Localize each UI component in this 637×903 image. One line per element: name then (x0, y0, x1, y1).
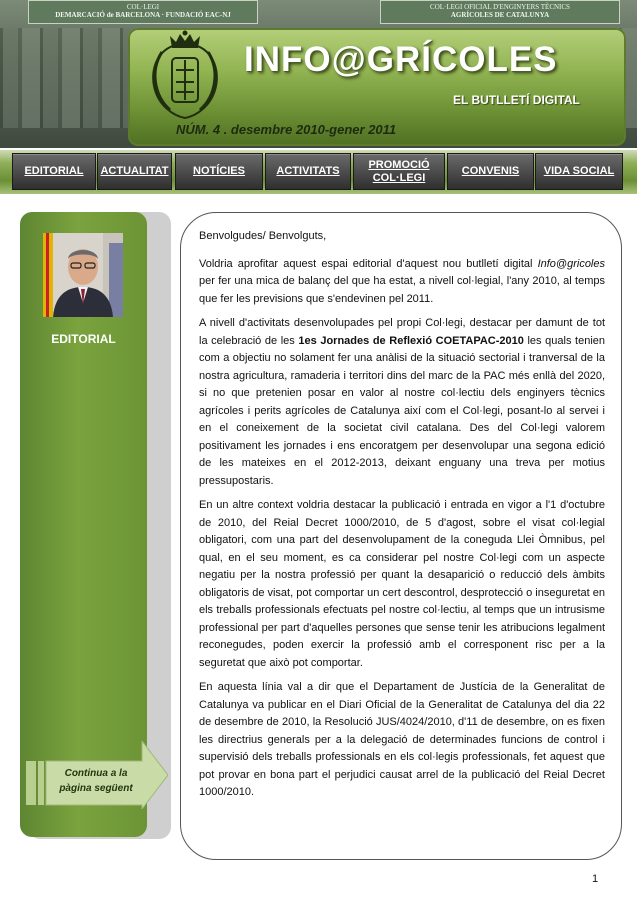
paragraph-1: Voldria aprofitar aquest espai editorial d'aquest nou butlletí digital Info@gricoles per fer una mica de balanç del que ha estat, a nivell col·legial, l'any 2010, al temps que fer les previsions que s'endevinen pel 2011. (199, 257, 605, 305)
plaque-left: COL·LEGI DEMARCACIÓ de BARCELONA · FUNDACIÓ EAC-NJ (28, 0, 258, 24)
page-number: 1 (592, 873, 599, 885)
paragraph-2: A nivell d'activitats desenvolupades pel propi Col·legi, destacar per damunt de tot la celebració de les 1es Jornades de Reflexió COETAPAC-2010 les quals tenien com a objectiu no solament fer una anàlisi de la situació sectorial i tranversal de la nostra agricultura, ramaderia i territori dins del marc de la PAC més enllà del 2020, si no que pretenien posar en valor al nostre col·lectiu dels enginyers tècnics agrícoles i perits agrícoles de Catalunya així com el Col·legi, posant-lo al servei i en el coneixement de la societat civil catalana. Des del Col·legi valorem positivament les jornades i ens encoratgem per desenvolupar una segona edició de les mateixes en el 2012-2013, deixant enguany una treva per motius pressupostaris. (199, 317, 606, 487)
author-photo (43, 233, 123, 317)
editorial-text (199, 228, 605, 809)
nav-noticies[interactable]: NOTÍCIES (175, 153, 263, 190)
nav-actualitat[interactable]: ACTUALITAT (97, 153, 172, 190)
newsletter-title: INFO@GRÍCOLES (244, 40, 558, 79)
nav-activitats[interactable]: ACTIVITATS (265, 153, 351, 190)
paragraph-3: En un altre context voldria destacar la publicació i entrada en vigor a l'1 d'octubre de 2010, del Reial Decret 1000/2010, de 5 d'agost, sobre el visat col·legial obligatori, com una part del desenvolupament de la coneguda Llei Òmnibus, pel qual, en el seu moment, es ca considerar pel nostre Col·legi com un aspecte negatiu per la nostra professió per quant la desaparició o reducció dels àmbits obligatoris de visat, pot comportar un cert descontrol, desprotecció o inseguretat en els treballs professionals efectuats pel nostre col·lectiu, al temps que un intrusisme professional per part d'aquelles persones que sense tenir les atribucions legalment reconegudes, poden exercir la professió amb el corresponent risc per a la seguretat que això pot comportar. (199, 499, 606, 669)
nav-convenis[interactable]: CONVENIS (447, 153, 534, 190)
issue-number: NÚM. 4 . desembre 2010-gener 2011 (176, 122, 397, 137)
plaque-right: COL·LEGI OFICIAL D'ENGINYERS TÈCNICS AGRÍCOLES DE CATALUNYA (380, 0, 620, 24)
header (0, 0, 637, 148)
nav-vida-social[interactable]: VIDA SOCIAL (535, 153, 623, 190)
continue-next-page-link[interactable]: Continua a la pàgina següent (59, 768, 133, 794)
greeting: Benvolgudes/ Benvolguts, (199, 230, 327, 242)
main-nav (0, 150, 637, 194)
nav-promocio-collegi[interactable]: PROMOCIÓ COL·LEGI (353, 153, 445, 190)
nav-editorial[interactable]: EDITORIAL (12, 153, 96, 190)
newsletter-subtitle: EL BUTLLETÍ DIGITAL (453, 93, 580, 107)
college-crest-logo (140, 30, 230, 122)
sidebar-section-label: EDITORIAL (51, 332, 116, 346)
paragraph-4: En aquesta línia val a dir que el Departament de Justícia de la Generalitat de Catalunya va publicar en el Diari Oficial de la Generalitat de Catalunya del dia 22 de desembre de 2010, la Resolució JUS/4024/2010, d'11 de desembre, on es fixen les directrius generals per a la delegació de determinades funcions de control i supervisió dels treballs professionals en els col·legis professionals, fet aquest que pot provar en bona part el perjudici causat arrel de la publicació del Reial Decret 1000/2010. (199, 681, 605, 798)
